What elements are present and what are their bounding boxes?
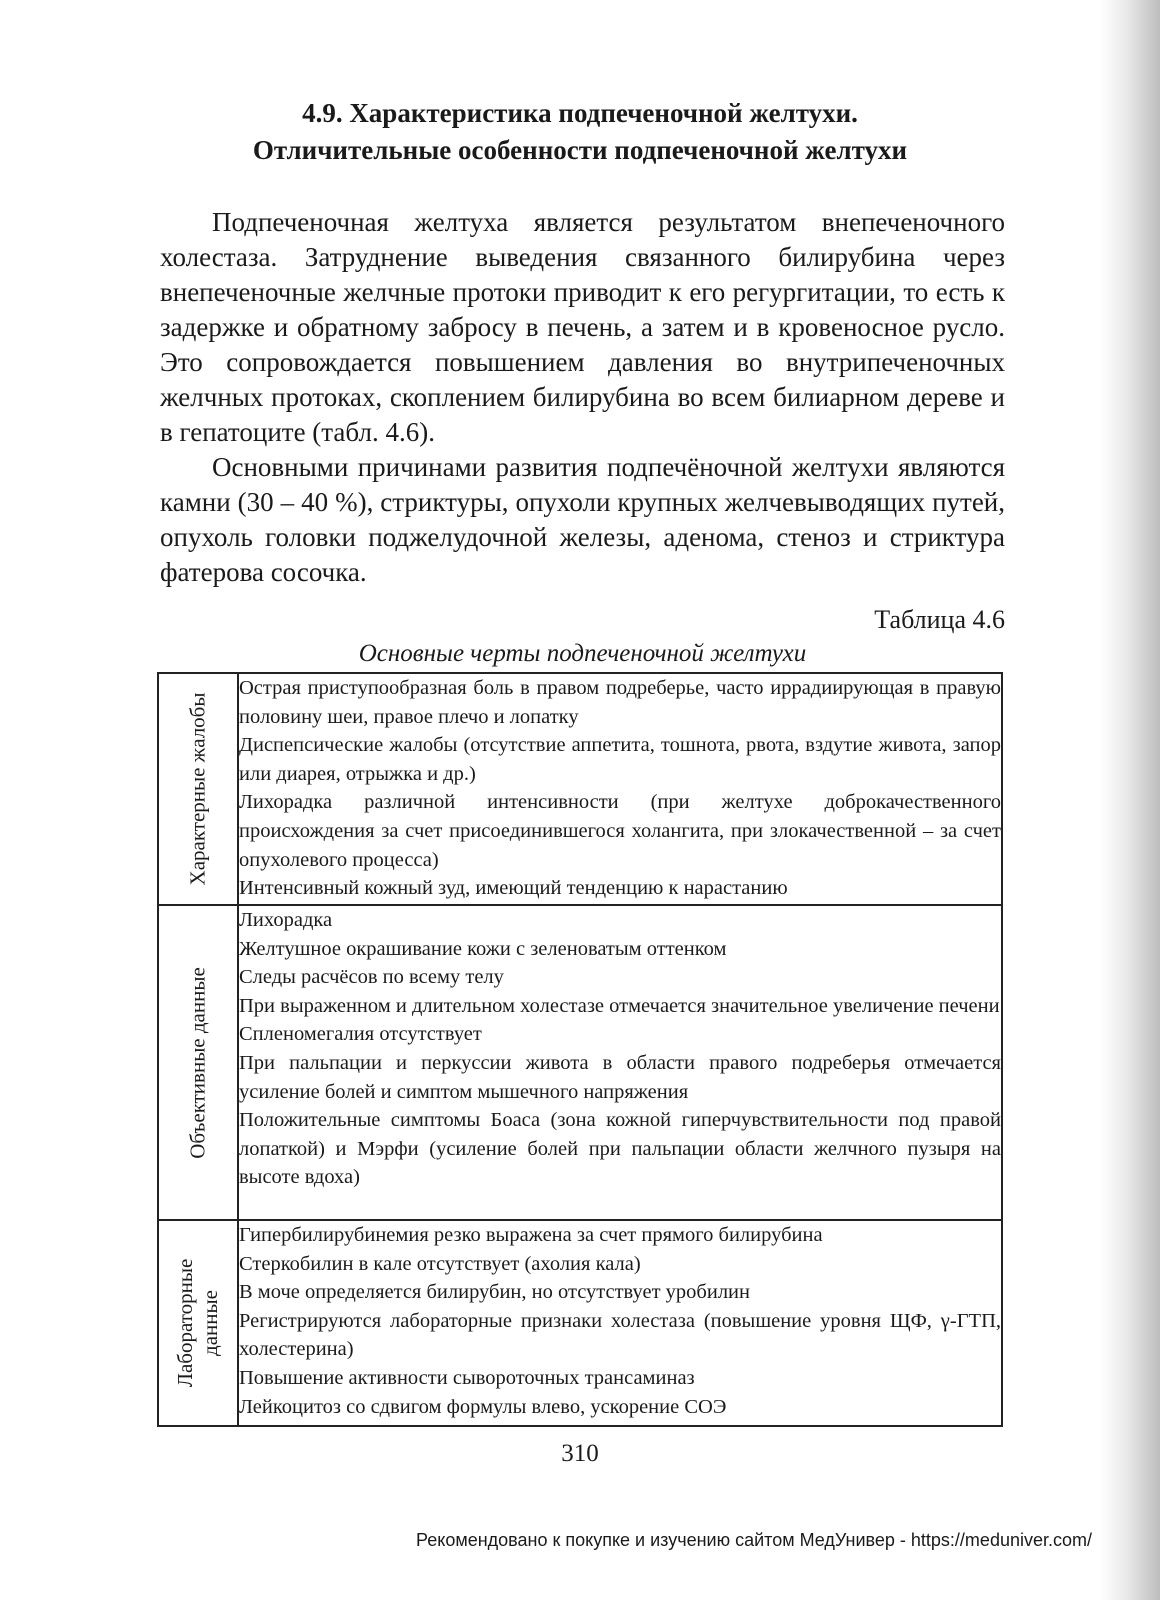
- table-row: [158, 905, 1002, 1220]
- row-header-objective: Объективные данные: [185, 966, 210, 1159]
- features-table: [157, 672, 1003, 1427]
- list-item: Спленомегалия отсутствует: [239, 1023, 482, 1046]
- row-content: [238, 905, 1002, 1220]
- list-item: Положительные симптомы Боаса (зона кожной гиперчувствительности под правой лопаткой) и Мэрфи (усиление болей при пальпации области желчного пузыря на высоте вдоха): [239, 1109, 1001, 1189]
- row-header-lab: [173, 1259, 223, 1388]
- list-item: Лейкоцитоз со сдвигом формулы влево, ускорение СОЭ: [239, 1395, 727, 1418]
- list-item: Желтушное окрашивание кожи с зеленоватым оттенком: [239, 937, 727, 960]
- table-row: [158, 673, 1002, 905]
- list-item: Интенсивный кожный зуд, имеющий тенденцию к нарастанию: [239, 877, 788, 900]
- paragraph-2: Основными причинами развития подпечёночной желтухи являются камни (30 – 40 %), стриктуры, опухоли крупных желчевыводящих путей, опухоль головки поджелудочной железы, аденома, стеноз и стриктура фатерова сосочка.: [160, 452, 1005, 587]
- row-content: [238, 673, 1002, 905]
- paragraph-1: Подпеченочная желтуха является результатом внепеченочного холестаза. Затруднение выведения связанного билирубина через внепеченочные желчные протоки приводит к его регургитации, то есть к задержке и обратному забросу в печень, а затем и в кровеносное русло. Это сопровождается повышением давления во внутрипеченочных желчных протоках, скоплением билирубина во всем билиарном дереве и в гепатоците (табл. 4.6).: [160, 207, 1005, 447]
- section-heading: [150, 95, 1010, 169]
- list-item: Острая приступообразная боль в правом подреберье, часто иррадиирующая в правую половину шеи, правое плечо и лопатку: [239, 677, 1001, 728]
- row-header-lab-line-2: данные: [198, 1290, 222, 1356]
- list-item: В моче определяется билирубин, но отсутствует уробилин: [239, 1281, 750, 1304]
- row-header-complaints: Характерные жалобы: [185, 692, 210, 886]
- list-item: Регистрируются лабораторные признаки холестаза (повышение уровня ЩФ, γ-ГТП, холестерина): [239, 1309, 1001, 1361]
- list-item: Гипербилирубинемия резко выражена за счет прямого билирубина: [239, 1224, 823, 1246]
- footer-note: Рекомендовано к покупке и изучению сайтом МедУнивер - https://meduniver.com/: [416, 1530, 1092, 1550]
- list-item: При выраженном и длительном холестазе отмечается значительное увеличение печени: [239, 994, 1000, 1017]
- list-item: Лихорадка различной интенсивности (при желтухе доброкачественного происхождения за счет присоединившегося холангита, при злокачественной – за счет опухолевого процесса): [239, 791, 1001, 871]
- row-header-cell: [158, 673, 238, 905]
- list-item: Лихорадка: [239, 909, 333, 931]
- row-header-lab-line-1: Лабораторные: [173, 1258, 197, 1388]
- row-header-cell: [158, 1220, 238, 1426]
- heading-line-1: 4.9. Характеристика подпеченочной желтухи.: [302, 98, 858, 128]
- table-title: Основные черты подпеченочной желтухи: [358, 640, 807, 667]
- table-row: [158, 1220, 1002, 1426]
- heading-line-2: Отличительные особенности подпеченочной желтухи: [252, 135, 908, 165]
- table-label: Таблица 4.6: [874, 605, 1005, 634]
- list-item: Стеркобилин в кале отсутствует (ахолия кала): [239, 1252, 641, 1275]
- list-item: Диспепсические жалобы (отсутствие аппетита, тошнота, рвота, вздутие живота, запор или диарея, отрыжка и др.): [239, 734, 1001, 785]
- list-item: Повышение активности сывороточных трансаминаз: [239, 1366, 695, 1389]
- row-header-cell: [158, 905, 238, 1220]
- page-number: 310: [561, 1440, 599, 1467]
- list-item: При пальпации и перкуссии живота в области правого подреберья отмечается усиление болей и симптом мышечного напряжения: [239, 1051, 1001, 1103]
- list-item: Следы расчёсов по всему телу: [239, 966, 504, 989]
- body-text: [160, 205, 1005, 590]
- row-content: [238, 1220, 1002, 1426]
- page-edge-shadow: [1100, 0, 1160, 1600]
